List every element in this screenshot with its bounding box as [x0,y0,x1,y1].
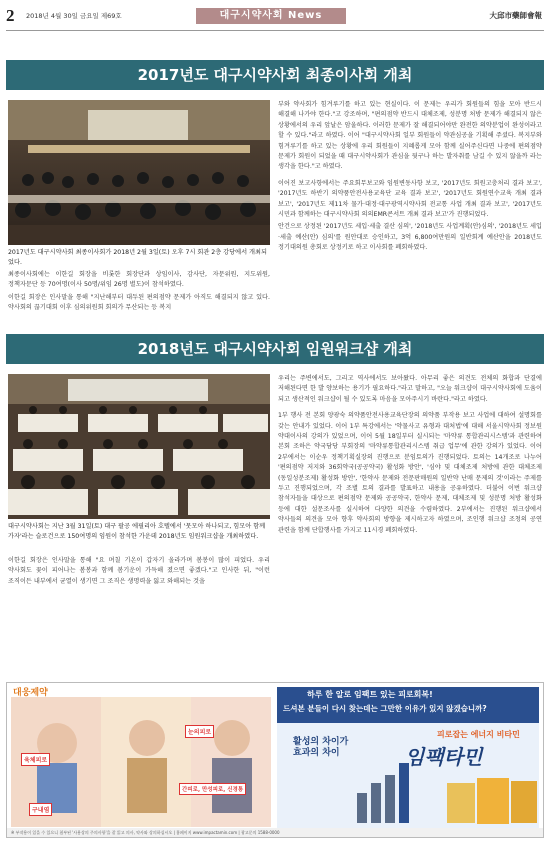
publisher-logo: 大邱市藥師會報 [489,11,542,20]
article2-body-left [8,556,270,589]
article2-caption: 대구시약사회는 지난 3월 31일(토) 대구 팔공 에필리아 호텔에서 '뭇모아 하나되고, 힘모아 함께 가자'라는 슬로건으로 150여명의 임원이 참석한 가운데 2018년도 임원워크샵을 개최하였다. [8,523,266,541]
ad-product-name: 임팩타민 [405,745,483,769]
article1-para-3: 부와 약사회가 힘겨루기를 하고 있는 현실이다. 이 문제는 우리가 회원들의 힘을 모아 반드시 해결해 나가야 한다."고 강조하며, "편의점약 반드시 대체조제, 성분명 처방 문제가 해결되지 않은 상황에서의 우리 앞날은 암울하다. 이러한 문제가 잘 해결되어야만 완전한 의약분업이 완성이라고 할 수 있다."라고 하였다. 이어 "대구시약사회 일부 회원들이 약관심공을 기획해 주셨다. 복지부와 힘겨루기를 하고 있는 상황에 우리 회원들이 지혜롭게 모아 함께 실어주신다면 나중에 편의점약 문제가 회원이 되었을 때 대구시약사회가 관심을 뒷구나 하는 발자취를 남길 수 있지 않을까 라는 생각을 한다."고 하였다. [278,101,542,171]
ad-bubble-eye: 눈의피로 [185,725,214,738]
ad-bubble-liver: 간피로, 만성피로, 신경통 [179,783,246,795]
article1-para-5: 안건으로 상정된 '2017년도 세입·세출 결산 심의', '2018년도 사업계획(안)심의', '2018년도 세입·세출 예산(안) 심의'를 원안대로 승인하고, 3억 6,800여만원의 일반회계 예산안을 2018년도 정기대의원 총회로 상정키로 하고 이사회를 폐회하였다. [278,223,542,252]
header-rule [6,30,544,31]
page-number: 2 [6,6,15,25]
ad-bubble-mouth: 구내염 [29,803,52,816]
issue-line: 2018년 4월 30일 금요일 제69호 [26,12,122,20]
ad-brand: 대웅제약 [13,688,48,698]
article2-para-3: 1부 행사 전 본회 양광숙 의약품안전사용교육단장의 의약품 부작용 보고 사업에 대하여 설명회를 갖는 안내가 있었다. 이어 1부 특강에서는 '약물사고 유형과 대처법'에 대해 서울시약사회 정보원 약대이사의 강의가 있었으며, 이어 5월 18일부터 실시되는 '마약류 통합관리시스템'과 관련하여 본회 조하은 약국담당 부회장의 '마약류통합관리시스템 취급 업무'에 관한 강의가 있었다. 이어 2부에서는 이순우 정책기획실장의 진행으로 분임토의가 진행되었다. 토의는 14개조로 나누어 '편의점약 저지와 36회약국(공공약국) 활성화 방안', '심야 및 대체조제 처방에 관한 대체조제(동일성분조제) 활성화 방안', '한약사 문제와 전문판매원의 일반약 난매 문제의 것'이라는 주제를 두고 진행되었으며, 각 조별 토의 결과를 발표하고 내용을 공유하였다. 더불어 이번 워크샵 참석자들을 대상으로 편의점약 문제와 공공약국, 한약사 문제, 대체조제 및 성분명 처방 활성화 등에 대한 설문조사를 실시하여 다양한 의견을 수렴하였다. 2부에서는 진행된 워크샵에서 약사들의 의견을 모아 향후 약사회의 방향을 제시하고자 하였으며, 조인행 워크샵 조청의 공연 관련을 함께 단합행사를 가지고 11시경 폐회하였다. [278,412,542,534]
article1-para-1: 최종이사회에는 이한길 회장을 비롯한 회장단과 상임이사, 감사단, 자문위원, 지도위원, 정책자문단 등 70여명(이사 50명/위임 26명 별도)이 참석하였다. [8,271,270,289]
article2-para-2: 우리는 주변에서도, 그리고 역사에서도 보아왔다. 아무리 좋은 의견도 전체의 화합과 단결에 저해된다면 한 발 양보하는 용기가 필요하다."라고 말하고, "오늘 워크샵이 대구시약사회에 도움이 되고 생산적인 워크샵이 될 수 있도록 마음을 모아주시기 바란다."라고 하였다. [278,375,542,403]
ad-footer: ※ 부작용이 있을 수 있으니 첨부된 '사용상의 주의사항'을 잘 읽고 의사, 약사와 상의하십시오 | 홈페이지 www.impactamin.com | 광고문의 1588-0000 [7,828,543,837]
article1-para-2: 이한길 회장은 인사말을 통해 "지난해부터 대두된 편의점약 문제가 아직도 해결되지 않고 있다. 약사회의 끊기대회 이후 심의위원회 회의가 무산되는 등 복지 [8,293,270,312]
article2-photo [8,374,270,519]
masthead: 대구시약사회 News [196,8,346,24]
article2-title: 2018년도 대구시약사회 임원워크샵 개최 [6,334,544,364]
ad-slogan-main: 드셔본 분들이 다시 찾는데는 그만한 이유가 있지 않겠습니까? [283,704,487,713]
article1-photo [8,100,270,245]
ad-tagline: 피로잡는 에너지 비타민 [437,730,520,739]
advertisement[interactable] [6,682,544,838]
article1-body-right [278,100,542,256]
article1-caption: 2017년도 대구시약사회 최종이사회가 2018년 2월 3일(토) 오후 7시 회관 2층 강당에서 개최되었다. [8,249,267,267]
article1-body-left [8,270,270,316]
ad-slogan-top: 하루 한 알로 임팩트 있는 피로회복! [307,690,433,699]
ad-headline: 활성의 차이가 효과의 차이 [293,737,349,758]
ad-bubble-body: 육체피로 [21,753,50,766]
article2-para-1: 이한길 회장은 인사말을 통해 "요 며칠 기온이 갑자기 올라가며 봄봉이 많이 피었다. 우리 약사회도 꽃이 피어나는 봄봉과 함께 봄기운이 가득해 졌으면 좋겠다."고 인사한 뒤, "이런 조직이든 내부에서 균열이 생기면 그 조직은 생명력을 잃고 와해되는 것을 [8,557,270,585]
page-header [0,0,550,40]
article1-para-4: 이어진 보고사항에서는 주요회무보고와 임원변동사항 보고, '2017년도 회원고충처리 결과 보고', '2017년도 하반기 의약품안전사용교육단 교육 결과 보고', '2017년도 회원연수교육 개최 결과 보고', '2017년도 제11차 물가·대정·대구광역시약사회 전교통 사업 개최 결과 보고', '2017년도 시민과 함께하는 대구시약사회 의의EMR콘서트 개최 결과 보고'가 진행되었다. [278,179,542,219]
article1-title: 2017년도 대구시약사회 최종이사회 개최 [6,60,544,90]
article2-body-right [278,374,542,538]
